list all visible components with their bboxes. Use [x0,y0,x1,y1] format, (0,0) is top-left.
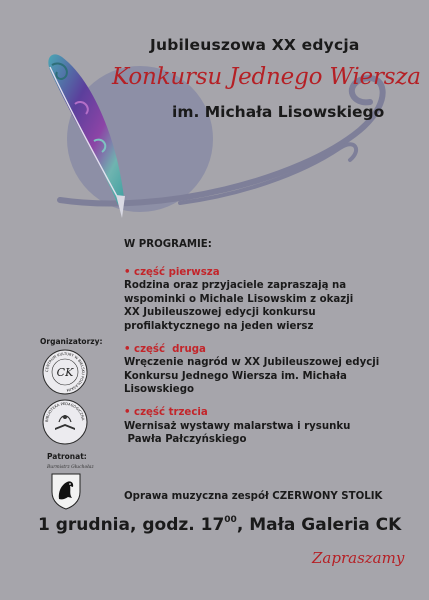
patron-sub: Burmistrz Głuchołaz [47,465,94,470]
title-line2: Konkursu Jednego Wiersza [112,64,421,90]
event-date [38,515,401,535]
title-line1: Jubileuszowa XX edycja [150,36,360,54]
section-title: • część trzecia [124,406,208,418]
section-line: Wernisaż wystawy malarstwa i rysunku [124,420,351,432]
program-heading: W PROGRAMIE: [124,239,212,250]
svg-text:BIBLIOTEKA PEDAGOGICZNA: BIBLIOTEKA PEDAGOGICZNA [44,401,85,423]
date-text: 1 grudnia, godz. 17 [38,515,225,535]
program-section-3 [124,406,379,447]
section-line: Konkursu Jednego Wiersza im. Michała [124,370,347,382]
svg-text:CENTRUM KULTURY W BIELSKU PODL: CENTRUM KULTURY W BIELSKU PODLASKIM [44,351,86,392]
section-line: profilaktycznego na jeden wiersz [124,320,314,332]
section-line: Wręczenie nagród w XX Jubileuszowej edycji [124,357,380,369]
title-line3: im. Michała Lisowskiego [172,103,385,121]
section-title: • część pierwsza [124,266,220,278]
section-title: • część druga [124,343,206,355]
event-place: , Mała Galeria CK [236,515,402,535]
section-line: wspominki o Michale Lisowskim z okazji [124,293,354,305]
svg-text:CK: CK [56,366,74,379]
invitation-text: Zapraszamy [312,549,405,567]
centrum-kultury-logo [41,348,89,396]
program-block [124,238,379,456]
section-line: Lisowskiego [124,384,194,396]
section-line: Rodzina oraz przyjaciele zapraszają na [124,280,347,292]
organizers-label: Organizatorzy: [40,337,103,346]
section-line: XX Jubileuszowej edycji konkursu [124,307,316,319]
program-section-2 [124,343,379,397]
time-minutes: 00 [224,515,237,525]
patron-label: Patronat: [47,452,87,461]
coat-of-arms-icon [50,472,82,510]
section-line: Pawła Pałczyńskiego [124,434,247,446]
program-section-1 [124,266,379,334]
biblioteka-logo [41,398,89,446]
music-note: Oprawa muzyczna zespół CZERWONY STOLIK [124,491,383,502]
